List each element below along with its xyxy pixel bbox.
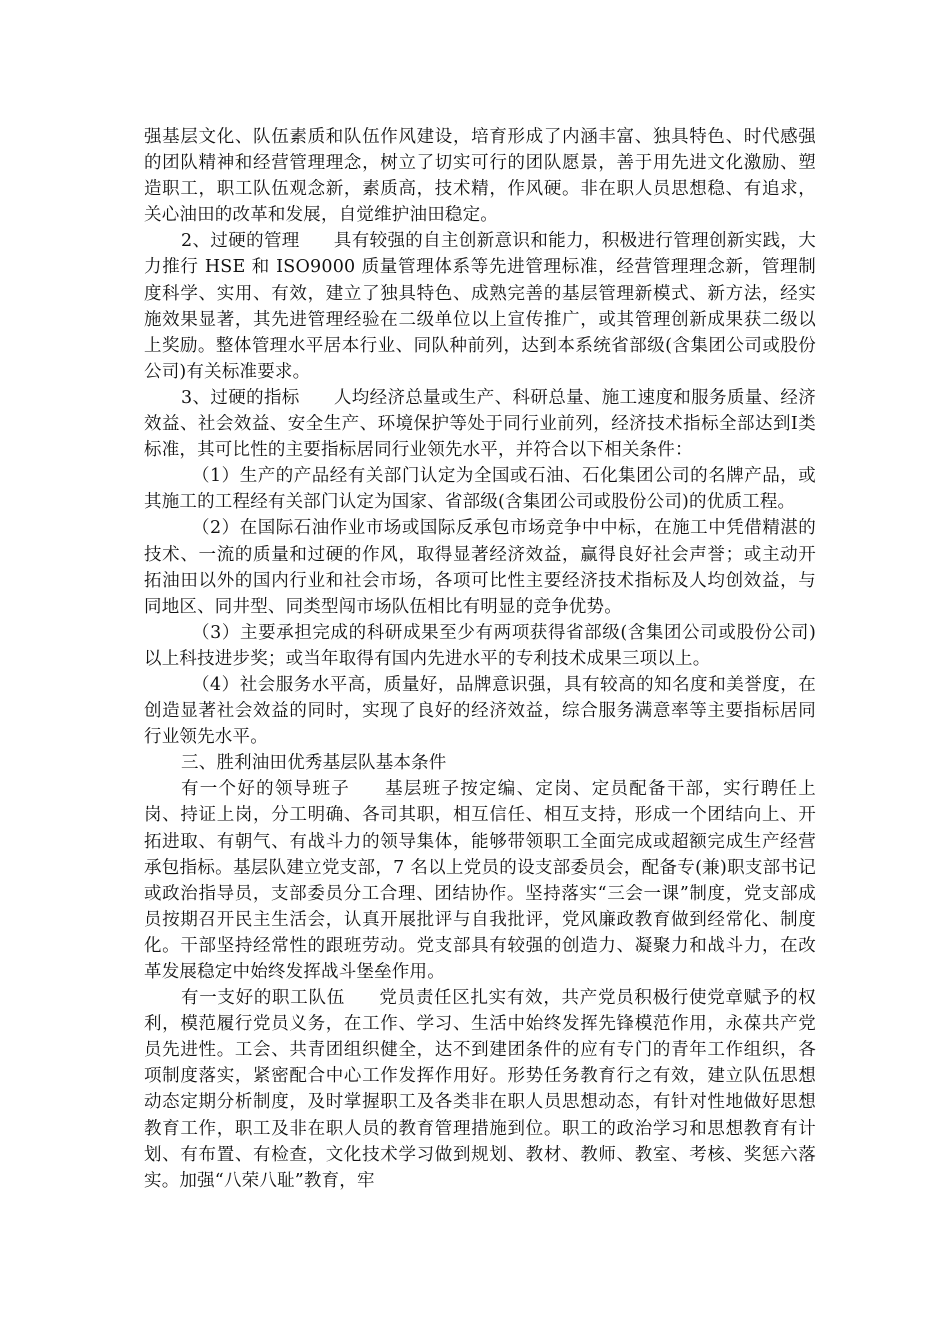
- section-heading: 三、胜利油田优秀基层队基本条件: [181, 753, 447, 774]
- paragraph-culture: 强基层文化、队伍素质和队伍作风建设，培育形成了内涵丰富、独具特色、时代感强的团队精神和经营管理理念，树立了切实可行的团队愿景，善于用先进文化激励、塑造职工，职工队伍观念新，素质高，技术精，作风硬。非在职人员思想稳、有追求，关心油田的改革和发展，自觉维护油田稳定。: [144, 127, 816, 226]
- paragraph-leadership-body: 基层班子按定编、定岗、定员配备干部，实行聘任上岗、持证上岗，分工明确、各司其职，相互信任、相互支持，形成一个团结向上、开拓进取、有朝气、有战斗力的领导集体，能够带领职工全面完成或超额完成生产经营承包指标。基层队建立党支部，7 名以上党员的设支部委员会，配备专(兼)职支部书记或政治指导员，支部委员分工合理、团结协作。坚持落实“三会一课”制度，党支部成员按期召开民主生活会，认真开展批评与自我批评，党风廉政教育做到经常化、制度化。干部坚持经常性的跟班劳动。党支部具有较强的创造力、凝聚力和战斗力，在改革发展稳定中始终发挥战斗堡垒作用。: [144, 779, 816, 982]
- paragraph-leadership-heading: 有一个好的领导班子: [181, 779, 351, 800]
- condition-4: （4）社会服务水平高，质量好，品牌意识强，具有较高的知名度和美誉度，在创造显著社会效益的同时，实现了良好的经济效益，综合服务满意率等主要指标居同行业领先水平。: [144, 674, 816, 748]
- condition-1: （1）生产的产品经有关部门认定为全国或石油、石化集团公司的名牌产品，或其施工的工程经有关部门认定为国家、省部级(含集团公司或股份公司)的优质工程。: [144, 466, 816, 513]
- condition-2: （2）在国际石油作业市场或国际反承包市场竞争中中标，在施工中凭借精湛的技术、一流的质量和过硬的作风，取得显著经济效益，赢得良好社会声誉；或主动开拓油田以外的国内行业和社会市场，各项可比性主要经济技术指标及人均创效益，与同地区、同井型、同类型闯市场队伍相比有明显的竞争优势。: [144, 518, 816, 617]
- paragraph-management: [144, 228, 816, 385]
- document-body: [144, 124, 816, 1194]
- condition-3: （3）主要承担完成的科研成果至少有两项获得省部级(含集团公司或股份公司)以上科技进步奖；或当年取得有国内先进水平的专利技术成果三项以上。: [144, 622, 816, 669]
- paragraph-management-heading: 2、过硬的管理: [181, 231, 300, 252]
- paragraph-workforce: [144, 985, 816, 1194]
- paragraph-workforce-body: 党员责任区扎实有效，共产党员积极行使党章赋予的权利，模范履行党员义务，在工作、学习、生活中始终发挥先锋模范作用，永葆共产党员先进性。工会、共青团组织健全，达不到建团条件的应有专门的青年工作组织，各项制度落实，紧密配合中心工作发挥作用好。形势任务教育行之有效，建立队伍思想动态定期分析制度，及时掌握职工及各类非在职人员思想动态，有针对性地做好思想教育工作，职工及非在职人员的教育管理措施到位。职工的政治学习和思想教育有计划、有布置、有检查，文化技术学习做到规划、教材、教师、教室、考核、奖惩六落实。加强“八荣八耻”教育，牢: [144, 988, 816, 1191]
- paragraph-management-body: 具有较强的自主创新意识和能力，积极进行管理创新实践，大力推行 HSE 和 ISO9000 质量管理体系等先进管理标准，经营管理理念新，管理制度科学、实用、有效，建立了独具特色、成熟完善的基层管理新模式、新方法，经实施效果显著，其先进管理经验在二级单位以上宣传推广，或其管理创新成果获二级以上奖励。整体管理水平居本行业、同队种前列，达到本系统省部级(含集团公司或股份公司)有关标准要求。: [144, 231, 816, 382]
- paragraph-indicators-heading: 3、过硬的指标: [181, 387, 300, 408]
- paragraph-workforce-heading: 有一支好的职工队伍: [181, 988, 345, 1009]
- paragraph-leadership: [144, 776, 816, 985]
- paragraph-indicators: [144, 385, 816, 463]
- paragraph-indicators-body: 人均经济总量或生产、科研总量、施工速度和服务质量、经济效益、社会效益、安全生产、环境保护等处于同行业前列，经济技术指标全部达到Ⅰ类标准，其可比性的主要指标居同行业领先水平，并符合以下相关条件：: [144, 387, 816, 461]
